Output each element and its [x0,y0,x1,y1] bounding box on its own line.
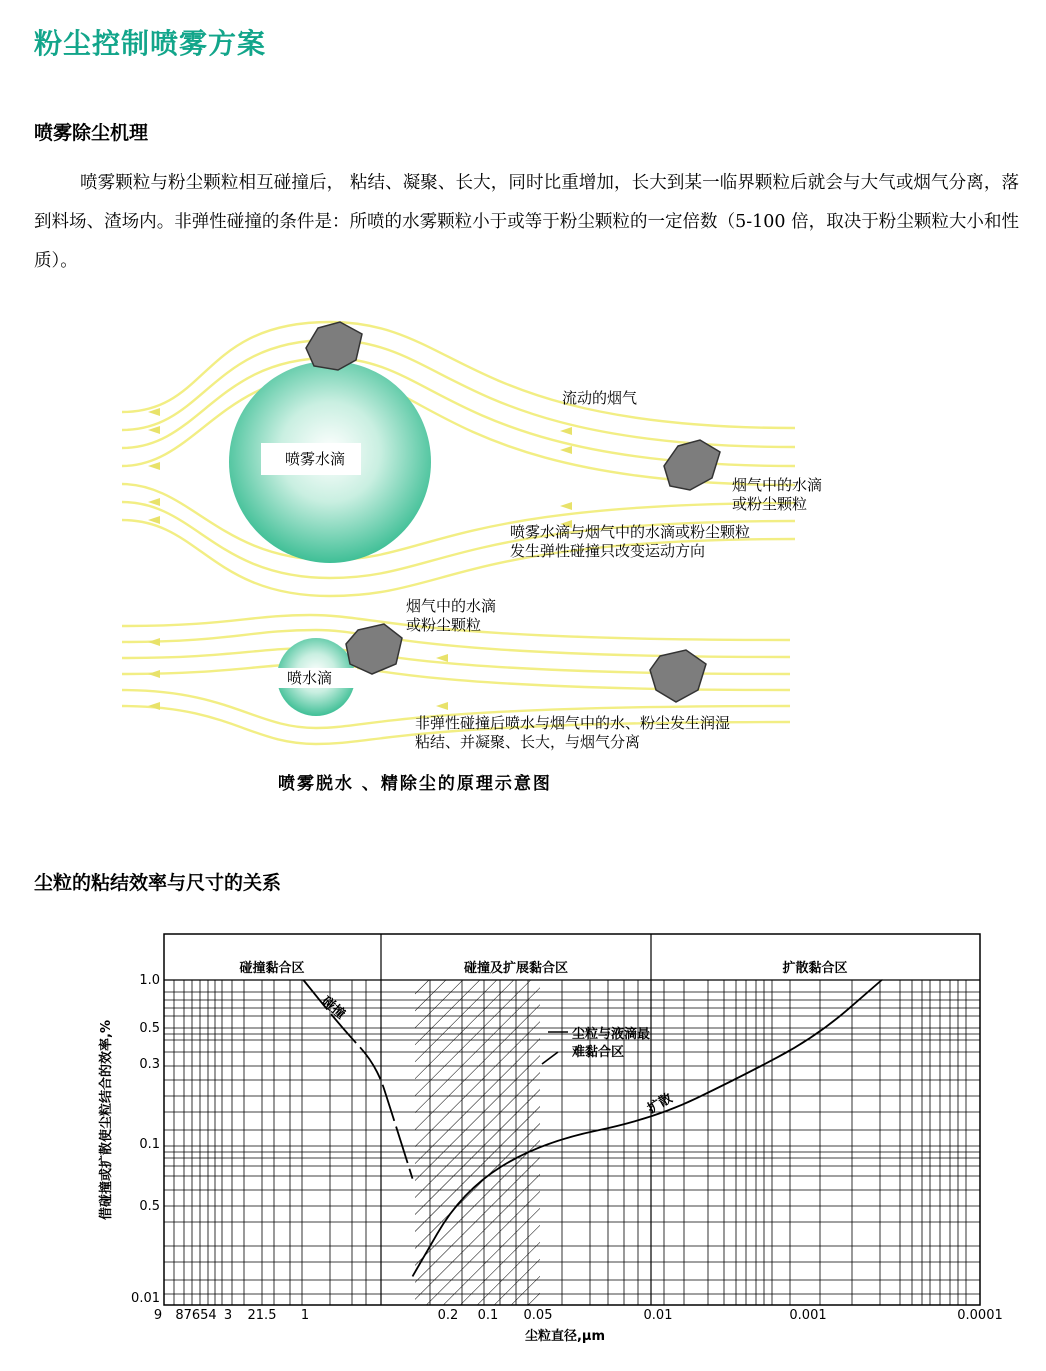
x-tick-label: 1 [300,1308,310,1323]
elastic-label-a: 喷雾水滴与烟气中的水滴或粉尘颗粒 [510,523,751,541]
page-title: 粉尘控制喷雾方案 [34,27,267,60]
inelastic-label-a: 非弹性碰撞后喷水与烟气中的水、粉尘发生润湿 [415,714,731,732]
series-label: 碰撞 [318,994,348,1023]
elastic-label-b: 发生弹性碰撞只改变运动方向 [510,542,706,560]
x-tick-label: 21.5 [247,1308,277,1323]
particle-label-1a: 烟气中的水滴 [732,476,823,494]
y-tick-label: 0.3 [139,1057,160,1072]
x-tick-label: 0.1 [477,1308,499,1323]
x-tick-label: 87654 [175,1308,217,1323]
section-heading-efficiency: 尘粒的粘结效率与尺寸的关系 [34,872,282,894]
particle-label-1b: 或粉尘颗粒 [732,495,808,513]
inelastic-label-b: 粘结、并凝聚、长大，与烟气分离 [415,733,641,751]
x-tick-label: 0.05 [523,1308,553,1323]
zone-label: 扩散黏合区 [782,961,848,976]
small-droplet-label: 喷水滴 [287,669,333,687]
x-tick-label: 0.2 [437,1308,459,1323]
x-axis-label: 尘粒直径,μm [524,1329,606,1344]
y-tick-label: 1.0 [139,973,160,988]
annotation-line1: 尘粒与液滴最 [572,1027,651,1042]
y-tick-label: 0.1 [139,1137,160,1152]
dust-particle-lower-right [650,650,706,702]
x-tick-label: 0.01 [643,1308,673,1323]
particle-label-2a: 烟气中的水滴 [406,597,497,615]
y-tick-label: 0.5 [139,1199,160,1214]
diagram-caption: 喷雾脱水 、精除尘的原理示意图 [278,774,552,794]
x-tick-label: 3 [223,1308,233,1323]
series-label: 扩散 [645,1091,676,1118]
mechanism-paragraph: 喷雾颗粒与粉尘颗粒相互碰撞后， 粘结、凝聚、长大，同时比重增加，长大到某一临界颗粒后就会与大气或烟气分离，落到料场、渣场内。非弹性碰撞的条件是：所喷的水雾颗粒小于或等于粉尘颗粒的一定倍数（5-100 倍，取决于粉尘颗粒大小和性质）。 [34,173,1019,271]
y-tick-label: 0.01 [131,1291,160,1306]
dust-particle-top [306,322,362,370]
principle-diagram [122,322,822,794]
x-tick-label: 0.001 [789,1308,827,1323]
flow-label: 流动的烟气 [562,389,638,407]
zone-label: 碰撞及扩展黏合区 [463,961,569,976]
x-tick-label: 9 [153,1308,163,1323]
y-axis-label: 借碰撞或扩散使尘粒结合的效率,% [99,1020,114,1220]
y-tick-label: 0.5 [139,1021,160,1036]
annotation-line2: 难黏合区 [572,1045,625,1060]
zone-label: 碰撞黏合区 [239,961,305,976]
dust-particle-colliding [346,624,402,674]
x-tick-label: 0.0001 [957,1308,1003,1323]
section-heading-mechanism: 喷雾除尘机理 [34,122,149,144]
large-droplet-label: 喷雾水滴 [285,450,346,468]
particle-label-2b: 或粉尘颗粒 [406,616,482,634]
